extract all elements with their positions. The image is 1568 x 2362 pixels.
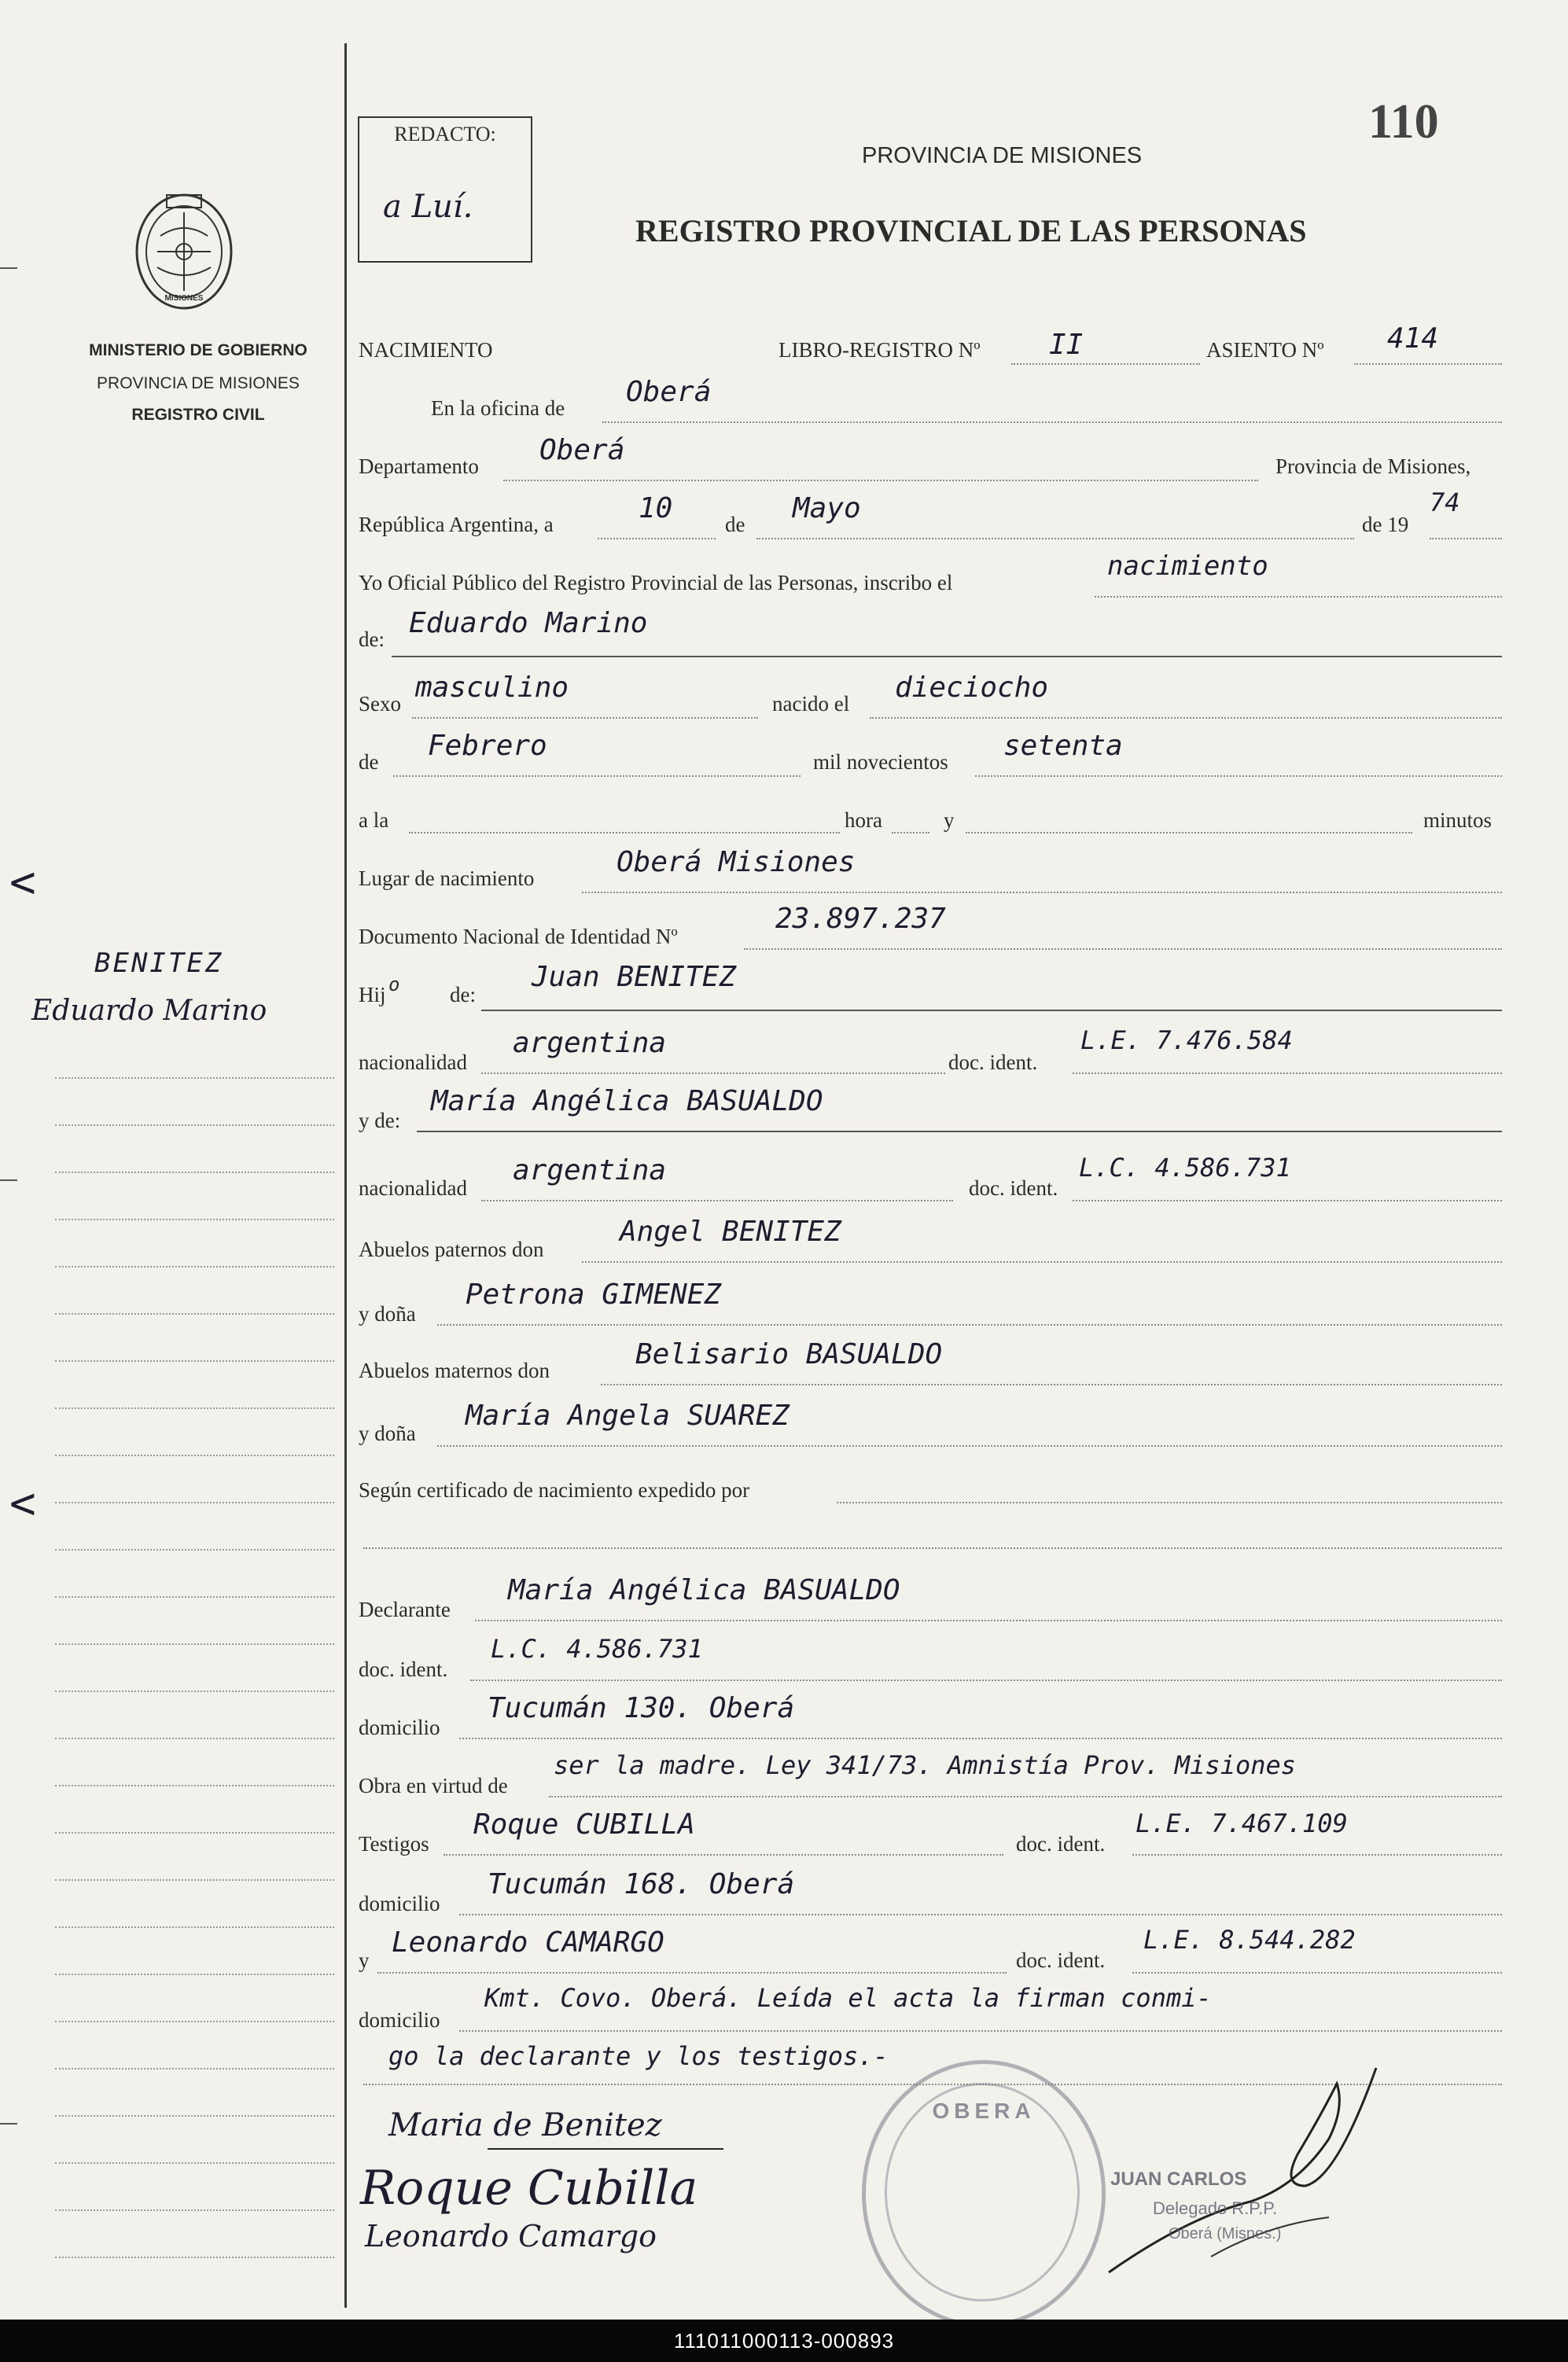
hijo-label: Hij (359, 983, 386, 1006)
province-emblem (134, 189, 234, 321)
abuelos-paternos-label: Abuelos paternos don (359, 1238, 544, 1261)
domicilio-label: domicilio (359, 1892, 440, 1915)
y-testigo-label: y (359, 1948, 370, 1972)
mil-label: mil novecientos (813, 750, 948, 774)
nacimiento-label: NACIMIENTO (359, 338, 493, 362)
republica-label: República Argentina, a (359, 513, 554, 536)
hijo-de-label: de: (450, 983, 476, 1006)
lugar-value: Oberá Misiones (617, 846, 856, 878)
registry-title: REGISTRO PROVINCIAL DE LAS PERSONAS (635, 213, 1307, 248)
doc-ident-label: doc. ident. (948, 1050, 1038, 1074)
margin-arrow: < (9, 1478, 36, 1529)
declarante-value: María Angélica BASUALDO (508, 1574, 900, 1606)
lugar-label: Lugar de nacimiento (359, 866, 535, 890)
paternal-grandfather-value: Angel BENITEZ (620, 1216, 841, 1248)
y-label: y (944, 808, 955, 832)
month-value: Mayo (793, 492, 861, 524)
ministry-label: MINISTERIO DE GOBIERNO (89, 341, 307, 359)
departamento-label: Departamento (359, 454, 479, 478)
redacto-value: a Luí. (383, 189, 473, 225)
obra-value: ser la madre. Ley 341/73. Amnistía Prov. Misiones (554, 1750, 1297, 1780)
mother-doc-value: L.C. 4.586.731 (1079, 1153, 1291, 1183)
year-value: 74 (1430, 487, 1460, 517)
yo-oficial-text: Yo Oficial Público del Registro Provincial de las Personas, inscribo el (359, 571, 953, 594)
minutos-label: minutos (1423, 808, 1493, 832)
day-value: 10 (639, 492, 673, 524)
domicilio-label: domicilio (359, 1716, 440, 1739)
libro-value: II (1049, 329, 1084, 361)
doc-ident-label: doc. ident. (359, 1657, 448, 1681)
testigos-label: Testigos (359, 1832, 429, 1856)
declarante-domicilio-value: Tucumán 130. Oberá (488, 1692, 795, 1724)
maternal-grandmother-value: María Angela SUAREZ (466, 1400, 790, 1432)
oficina-value: Oberá (626, 376, 712, 408)
emblem-caption: MISIONES (164, 294, 204, 303)
witness2-value: Leonardo CAMARGO (392, 1926, 664, 1959)
child-name-value: Eduardo Marino (409, 607, 648, 639)
margin-arrow: < (9, 857, 36, 908)
asiento-label: ASIENTO Nº (1206, 338, 1324, 362)
sexo-label: Sexo (359, 692, 401, 716)
departamento-value: Oberá (539, 434, 625, 466)
official-place: Oberá (Misnes.) (1169, 2225, 1282, 2242)
birth-month-value: Febrero (428, 730, 547, 762)
sexo-value: masculino (415, 671, 569, 704)
civil-registry-label: REGISTRO CIVIL (131, 406, 265, 424)
provincia-suffix: Provincia de Misiones, (1275, 454, 1471, 478)
redacto-label: REDACTO: (394, 123, 496, 145)
certificado-label: Según certificado de nacimiento expedido por (359, 1478, 750, 1502)
nacionalidad-label: nacionalidad (359, 1176, 467, 1200)
signature-underline (488, 2148, 723, 2150)
a-la-label: a la (359, 808, 389, 832)
doc-ident-label: doc. ident. (969, 1176, 1058, 1200)
oficina-label: En la oficina de (431, 396, 565, 420)
doc-ident-label: doc. ident. (1016, 1832, 1106, 1856)
witness1-domicilio-value: Tucumán 168. Oberá (488, 1868, 795, 1900)
father-nationality-value: argentina (513, 1027, 667, 1059)
edge-tick (0, 267, 17, 269)
de-mes-label: de (359, 750, 379, 774)
dni-value: 23.897.237 (775, 903, 946, 935)
province-label: PROVINCIA DE MISIONES (97, 374, 300, 392)
province-title: PROVINCIA DE MISIONES (862, 143, 1143, 168)
official-title: Delegado R.P.P. (1153, 2198, 1278, 2218)
hora-label: hora (845, 808, 882, 832)
margin-surname: BENITEZ (94, 947, 224, 979)
witness1-value: Roque CUBILLA (473, 1808, 695, 1841)
official-name: JUAN CARLOS (1110, 2169, 1247, 2190)
nacido-label: nacido el (772, 692, 850, 716)
de-year-label: de 19 (1362, 513, 1409, 536)
doc-ident-label: doc. ident. (1016, 1948, 1106, 1972)
document-id: 111011000113-000893 (673, 2329, 895, 2353)
redacto-box (358, 116, 532, 263)
official-seal (862, 2060, 1106, 2327)
abuelos-maternos-label: Abuelos maternos don (359, 1359, 550, 1382)
birth-year-value: setenta (1003, 730, 1123, 762)
signature-scribble-icon (1093, 2021, 1408, 2288)
edge-tick (0, 2123, 17, 2125)
libro-label: LIBRO-REGISTRO Nº (778, 338, 981, 362)
declarante-doc-value: L.C. 4.586.731 (491, 1634, 703, 1664)
dni-label: Documento Nacional de Identidad Nº (359, 925, 678, 948)
margin-divider (344, 43, 347, 2308)
inscribo-value: nacimiento (1107, 550, 1268, 582)
witness2-doc-value: L.E. 8.544.282 (1143, 1925, 1356, 1955)
declarante-label: Declarante (359, 1598, 451, 1621)
de-persona-label: de: (359, 627, 385, 651)
witness2-domicilio-value: Kmt. Covo. Oberá. Leída el acta la firman conmi- (484, 1983, 1212, 2013)
seal-text: OBERA (932, 2099, 1036, 2123)
witness1-doc-value: L.E. 7.467.109 (1136, 1808, 1348, 1838)
edge-tick (0, 1179, 17, 1181)
mother-nationality-value: argentina (513, 1154, 667, 1187)
de-label: de (725, 513, 745, 536)
maternal-grandfather-value: Belisario BASUALDO (635, 1338, 943, 1370)
domicilio-label: domicilio (359, 2008, 440, 2032)
signature-declarante: Maria de Benitez (388, 2107, 662, 2143)
obra-label: Obra en virtud de (359, 1774, 508, 1797)
father-doc-value: L.E. 7.476.584 (1080, 1025, 1293, 1055)
y-de-label: y de: (359, 1109, 401, 1132)
nacionalidad-label: nacionalidad (359, 1050, 467, 1074)
margin-given-name: Eduardo Marino (31, 995, 267, 1027)
hijo-suffix: o (388, 973, 400, 995)
signature-witness1: Roque Cubilla (360, 2161, 698, 2216)
mother-value: María Angélica BASUALDO (431, 1085, 823, 1117)
nacido-value: dieciocho (895, 671, 1049, 704)
y-dona-label: y doña (359, 1422, 416, 1445)
father-value: Juan BENITEZ (532, 961, 737, 993)
paternal-grandmother-value: Petrona GIMENEZ (466, 1278, 722, 1311)
page-number: 110 (1368, 95, 1439, 149)
official-signature (1093, 2021, 1408, 2288)
closing-value: go la declarante y los testigos.- (388, 2041, 889, 2071)
y-dona-label: y doña (359, 1302, 416, 1326)
signature-witness2: Leonardo Camargo (365, 2219, 657, 2253)
asiento-value: 414 (1387, 322, 1439, 355)
